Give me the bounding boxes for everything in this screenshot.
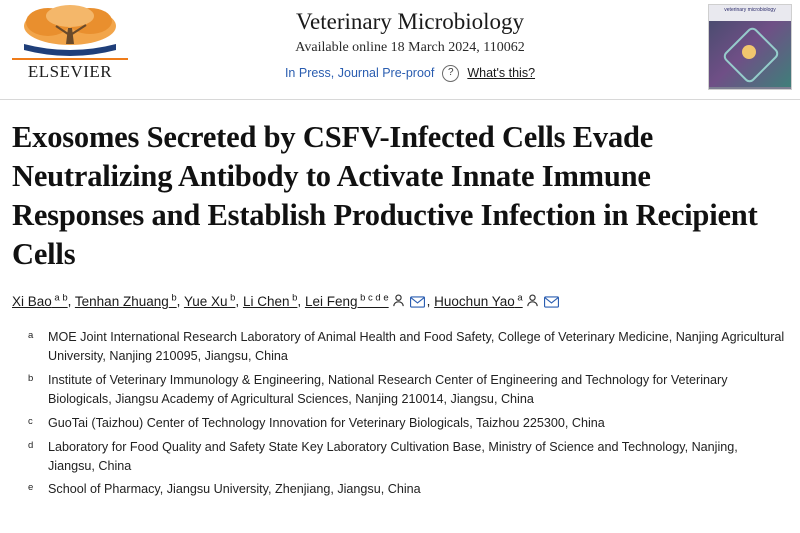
whats-this-link[interactable]: What's this? — [467, 66, 536, 81]
affiliation-mark: e — [28, 482, 34, 494]
affiliation-mark: b — [28, 373, 34, 384]
affiliation-text: Laboratory for Food Quality and Safety State Key Laboratory Cultivation Base, Ministry of Science and Technology, Nanjing, Jiangsu, China — [48, 439, 738, 473]
author-profile-icon[interactable] — [525, 293, 540, 315]
journal-info — [150, 8, 670, 82]
author-affiliation-marks: b — [168, 292, 177, 304]
affiliation-mark: d — [28, 439, 34, 451]
author-affiliation-marks: b — [289, 292, 298, 304]
author-affiliation-marks: a — [514, 292, 523, 304]
affiliation-row — [28, 414, 788, 433]
affiliation-text: Institute of Veterinary Immunology & Engineering, National Research Center of Engineering and Technology for Veterinary Biologicals, Jiangsu Academy of Agricultural Sciences, Nanjing 210014, Jiangsu, China — [48, 373, 728, 406]
press-status-label[interactable]: In Press, Journal Pre-proof — [284, 66, 435, 81]
cover-artwork — [709, 21, 791, 87]
author-separator: , — [426, 293, 435, 309]
author-name[interactable]: Huochun Yao $^a$ — [434, 292, 523, 309]
help-icon[interactable]: ? — [442, 65, 459, 82]
author-name[interactable]: Li Chen $^b$ — [242, 292, 298, 309]
article-header — [0, 0, 800, 100]
author-email-icon[interactable] — [544, 293, 559, 315]
elsevier-tree-icon — [10, 4, 130, 64]
cover-caption: veterinary microbiology — [709, 5, 791, 21]
author-separator: , — [176, 293, 184, 309]
affiliation-row — [28, 438, 788, 476]
author-name[interactable]: Lei Feng $^{b c d e}$ — [304, 292, 389, 309]
affiliation-row — [28, 371, 788, 409]
author-name[interactable]: Tenhan Zhuang $^b$ — [74, 292, 177, 309]
page-title: Exosomes Secreted by CSFV-Infected Cells Evade Neutralizing Antibody to Activate Innate Immune Responses and Establish Productive Infection in Recipient Cells — [12, 120, 758, 272]
journal-cover-thumbnail[interactable] — [708, 4, 792, 90]
elsevier-wordmark: ELSEVIER — [27, 62, 113, 81]
author-profile-icon[interactable] — [391, 293, 406, 315]
availability-text: Available online 18 March 2024, 110062 — [295, 39, 525, 55]
elsevier-divider — [12, 58, 128, 60]
affiliation-list — [28, 328, 788, 499]
status-row — [150, 65, 670, 82]
journal-title[interactable]: Veterinary Microbiology — [295, 9, 525, 34]
author-email-icon[interactable] — [410, 293, 425, 315]
author-affiliation-marks: b — [227, 292, 236, 304]
affiliation-text: School of Pharmacy, Jiangsu University, Zhenjiang, Jiangsu, China — [48, 482, 421, 497]
affiliation-mark: a — [28, 330, 34, 342]
author-list — [12, 290, 788, 314]
author-separator: , — [297, 293, 305, 309]
affiliation-text: MOE Joint International Research Laboratory of Animal Health and Food Safety, College of Veterinary Medicine, Nanjing Agricultural University, Nanjing 210095, Jiangsu, China — [48, 330, 785, 364]
author-affiliation-marks: a b — [51, 292, 68, 304]
author-name[interactable]: Xi Bao $^{a b}$ — [12, 292, 68, 309]
author-separator: , — [235, 293, 243, 309]
affiliation-mark: c — [28, 415, 33, 427]
affiliation-text: GuoTai (Taizhou) Center of Technology Innovation for Veterinary Biologicals, Taizhou 225300, China — [48, 415, 605, 430]
affiliation-row — [28, 328, 788, 366]
affiliation-row — [28, 480, 788, 499]
author-separator: , — [67, 293, 75, 309]
author-name[interactable]: Yue Xu $^b$ — [183, 292, 236, 309]
author-affiliation-marks: b c d e — [357, 292, 389, 304]
